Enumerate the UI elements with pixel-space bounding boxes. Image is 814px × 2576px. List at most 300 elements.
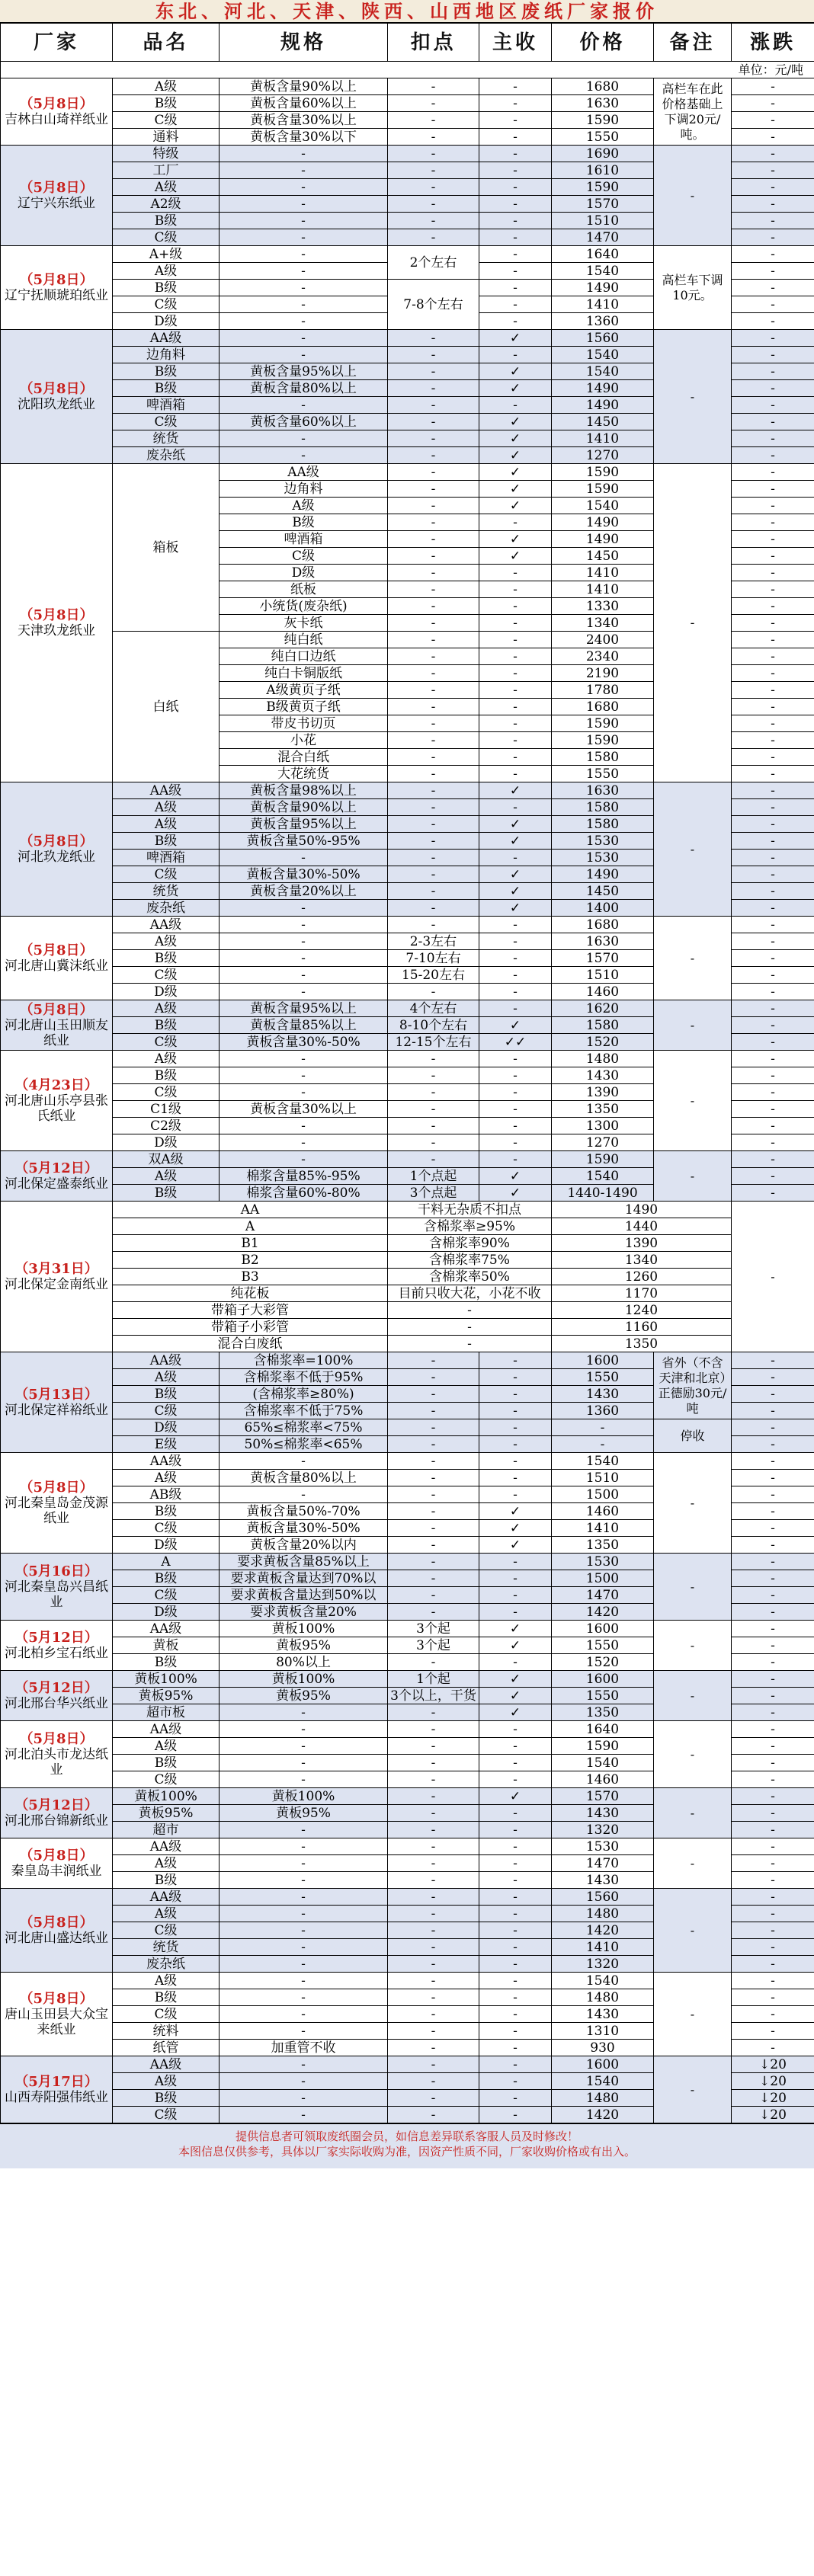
deduction-cell: - bbox=[388, 1470, 479, 1486]
change-cell: - bbox=[732, 1922, 814, 1939]
deduction-cell: 7-8个左右 bbox=[388, 280, 479, 330]
table-row bbox=[1, 1285, 814, 1302]
remark-cell: 停收 bbox=[654, 1419, 732, 1453]
intake-cell: - bbox=[479, 1872, 552, 1889]
intake-cell: - bbox=[479, 514, 552, 531]
spec-cell: 黄板含量50%-95% bbox=[220, 833, 388, 850]
price-cell: 1340 bbox=[552, 615, 654, 632]
price-cell: 2190 bbox=[552, 665, 654, 682]
change-cell: - bbox=[732, 330, 814, 347]
price-cell: 1350 bbox=[552, 1704, 654, 1721]
intake-cell: ✓ bbox=[479, 866, 552, 883]
intake-cell: ✓ bbox=[479, 816, 552, 833]
change-cell: - bbox=[732, 1369, 814, 1386]
product-cell: 统料 bbox=[113, 2023, 220, 2040]
deduction-cell: - bbox=[388, 1822, 479, 1838]
factory-cell bbox=[1, 1453, 113, 1554]
change-cell: - bbox=[732, 665, 814, 682]
price-cell: 1160 bbox=[552, 1319, 732, 1336]
change-cell: - bbox=[732, 1738, 814, 1755]
spec-cell: 黄板含量95%以上 bbox=[220, 363, 388, 380]
unit-label: 单位：元/吨 bbox=[1, 62, 814, 78]
remark-cell: - bbox=[654, 2056, 732, 2123]
price-cell: 1480 bbox=[552, 1989, 654, 2006]
price-cell: 1350 bbox=[552, 1537, 654, 1554]
category-cell: 箱板 bbox=[113, 464, 220, 632]
product-cell: B级 bbox=[113, 1654, 220, 1671]
factory-date: （4月23日） bbox=[14, 1077, 98, 1093]
remark-cell: - bbox=[654, 1788, 732, 1838]
intake-cell: - bbox=[479, 1000, 552, 1017]
spec-cell: D级 bbox=[220, 565, 388, 581]
intake-cell: ✓ bbox=[479, 833, 552, 850]
deduction-cell: 7-10左右 bbox=[388, 950, 479, 967]
factory-date: （5月8日） bbox=[19, 833, 94, 850]
price-cell: 1390 bbox=[552, 1084, 654, 1101]
table-row bbox=[1, 1151, 814, 1168]
price-cell: 1640 bbox=[552, 1721, 654, 1738]
deduction-cell: 1个点起 bbox=[388, 1168, 479, 1185]
product-cell: E级 bbox=[113, 1436, 220, 1453]
factory-name: 山西寿阳强伟纸业 bbox=[5, 2089, 108, 2105]
factory-name: 河北唐山冀沫纸业 bbox=[5, 958, 108, 974]
product-cell: B级 bbox=[113, 363, 220, 380]
table-row bbox=[1, 1269, 814, 1285]
factory-name: 河北邢台锦新纸业 bbox=[5, 1813, 108, 1829]
spec-cell: 黄板100% bbox=[220, 1788, 388, 1805]
spec-cell: 黄板含量30%-50% bbox=[220, 1034, 388, 1051]
col-header-product: 品名 bbox=[113, 24, 220, 62]
deduction-cell: - bbox=[388, 1134, 479, 1151]
deduction-cell: - bbox=[388, 1403, 479, 1419]
spec-cell: 黄板含量20%以内 bbox=[220, 1537, 388, 1554]
price-cell: 1490 bbox=[552, 1202, 732, 1218]
intake-cell: ✓ bbox=[479, 1520, 552, 1537]
factory-cell bbox=[1, 1621, 113, 1671]
deduction-cell: - bbox=[388, 699, 479, 715]
deduction-cell: - bbox=[388, 1436, 479, 1453]
deduction-cell: - bbox=[388, 129, 479, 146]
price-cell: 1270 bbox=[552, 447, 654, 464]
change-cell: - bbox=[732, 933, 814, 950]
product-cell: B级 bbox=[113, 1989, 220, 2006]
product-cell: D级 bbox=[113, 1537, 220, 1554]
change-cell: - bbox=[732, 1755, 814, 1771]
spec-cell: - bbox=[220, 330, 388, 347]
product-cell: A级 bbox=[113, 1973, 220, 1989]
change-cell: - bbox=[732, 866, 814, 883]
spec-cell: - bbox=[220, 1067, 388, 1084]
change-cell: - bbox=[732, 648, 814, 665]
price-cell: 1480 bbox=[552, 1906, 654, 1922]
product-cell: AA级 bbox=[113, 1889, 220, 1906]
change-cell: - bbox=[732, 2006, 814, 2023]
intake-cell: - bbox=[479, 229, 552, 246]
deduction-cell: - bbox=[388, 1989, 479, 2006]
deduction-cell: - bbox=[388, 917, 479, 933]
deduction-cell: - bbox=[388, 414, 479, 430]
deduction-cell: 12-15个左右 bbox=[388, 1034, 479, 1051]
table-row bbox=[1, 1419, 814, 1436]
intake-cell: - bbox=[479, 1822, 552, 1838]
intake-cell: - bbox=[479, 1721, 552, 1738]
spec-cell: 大花统货 bbox=[220, 766, 388, 782]
product-cell: 特级 bbox=[113, 146, 220, 162]
spec-cell: 黄板含量30%-50% bbox=[220, 866, 388, 883]
intake-cell: - bbox=[479, 129, 552, 146]
deduction-cell: - bbox=[388, 78, 479, 95]
intake-cell: - bbox=[479, 2023, 552, 2040]
product-cell: C级 bbox=[113, 1922, 220, 1939]
intake-cell: ✓ bbox=[479, 1688, 552, 1704]
deduction-cell: - bbox=[388, 782, 479, 799]
spec-cell: - bbox=[220, 1118, 388, 1134]
factory-cell bbox=[1, 1352, 113, 1453]
change-cell: - bbox=[732, 95, 814, 112]
change-cell: - bbox=[732, 850, 814, 866]
intake-cell: ✓ bbox=[479, 900, 552, 917]
change-cell: - bbox=[732, 179, 814, 196]
price-cell: 1460 bbox=[552, 1771, 654, 1788]
product-cell: A级 bbox=[113, 816, 220, 833]
remark-cell: - bbox=[654, 1051, 732, 1151]
factory-date: （5月8日） bbox=[19, 942, 94, 958]
intake-cell: - bbox=[479, 1604, 552, 1621]
deduction-cell: - bbox=[388, 447, 479, 464]
spec-cell: - bbox=[220, 229, 388, 246]
factory-date: （5月12日） bbox=[14, 1160, 98, 1176]
price-cell: 1550 bbox=[552, 1688, 654, 1704]
intake-cell: - bbox=[479, 615, 552, 632]
spec-cell: 要求黄板含量85%以上 bbox=[220, 1554, 388, 1570]
deduction-cell: 15-20左右 bbox=[388, 967, 479, 984]
product-cell: 统货 bbox=[113, 883, 220, 900]
price-cell: 1540 bbox=[552, 1453, 654, 1470]
price-cell: 1600 bbox=[552, 1352, 654, 1369]
table-row bbox=[1, 782, 814, 799]
price-table-body bbox=[1, 78, 814, 2123]
deduction-cell: - bbox=[388, 648, 479, 665]
change-cell: - bbox=[732, 1034, 814, 1051]
change-cell: - bbox=[732, 112, 814, 129]
spec-cell: 目前只收大花，小花不收 bbox=[388, 1285, 552, 1302]
price-cell: - bbox=[552, 1436, 654, 1453]
spec-cell: - bbox=[220, 397, 388, 414]
intake-cell: ✓ bbox=[479, 1788, 552, 1805]
deduction-cell: - bbox=[388, 866, 479, 883]
deduction-cell: - bbox=[388, 1520, 479, 1537]
price-cell: 1460 bbox=[552, 984, 654, 1000]
price-cell: 1490 bbox=[552, 280, 654, 296]
intake-cell: - bbox=[479, 1436, 552, 1453]
price-cell: 1610 bbox=[552, 162, 654, 179]
spec-cell: 黄板95% bbox=[220, 1805, 388, 1822]
product-cell: C级 bbox=[113, 1403, 220, 1419]
product-cell: B2 bbox=[113, 1252, 388, 1269]
price-cell: 1620 bbox=[552, 1000, 654, 1017]
deduction-cell: - bbox=[388, 632, 479, 648]
price-cell: - bbox=[552, 1419, 654, 1436]
spec-cell: - bbox=[220, 1872, 388, 1889]
product-cell: D级 bbox=[113, 1419, 220, 1436]
remark-cell: - bbox=[654, 330, 732, 464]
price-cell: 1410 bbox=[552, 565, 654, 581]
product-cell: C级 bbox=[113, 229, 220, 246]
footer-line-2: 本图信息仅供参考，具体以厂家实际收购为准，因资产性质不同，厂家收购价格或有出入。 bbox=[178, 2145, 636, 2158]
product-cell: A级 bbox=[113, 1369, 220, 1386]
deduction-cell: - bbox=[388, 1051, 479, 1067]
change-cell: - bbox=[732, 498, 814, 514]
spec-cell: 要求黄板含量达到50%以 bbox=[220, 1587, 388, 1604]
spec-cell: - bbox=[220, 447, 388, 464]
deduction-cell: - bbox=[388, 749, 479, 766]
change-cell: - bbox=[732, 296, 814, 313]
factory-cell bbox=[1, 1889, 113, 1973]
price-cell: 1500 bbox=[552, 1486, 654, 1503]
change-cell: - bbox=[732, 1000, 814, 1017]
spec-cell: 纸板 bbox=[220, 581, 388, 598]
spec-cell: - bbox=[220, 1939, 388, 1956]
deduction-cell: - bbox=[388, 1771, 479, 1788]
spec-cell: 棉浆含量85%-95% bbox=[220, 1168, 388, 1185]
deduction-cell: - bbox=[388, 1537, 479, 1554]
product-cell: C级 bbox=[113, 1520, 220, 1537]
product-cell: B级 bbox=[113, 380, 220, 397]
change-cell: - bbox=[732, 213, 814, 229]
table-row bbox=[1, 1051, 814, 1067]
spec-cell: C级 bbox=[220, 548, 388, 565]
price-cell: 1430 bbox=[552, 1386, 654, 1403]
spec-cell: 黄板含量30%以下 bbox=[220, 129, 388, 146]
spec-cell: A级 bbox=[220, 498, 388, 514]
deduction-cell: - bbox=[388, 2107, 479, 2123]
deduction-cell: - bbox=[388, 984, 479, 1000]
deduction-cell: - bbox=[388, 2090, 479, 2107]
price-cell: 1780 bbox=[552, 682, 654, 699]
intake-cell: - bbox=[479, 95, 552, 112]
price-cell: 1590 bbox=[552, 112, 654, 129]
price-cell: 1170 bbox=[552, 1285, 732, 1302]
spec-cell: 边角料 bbox=[220, 481, 388, 498]
spec-cell: - bbox=[388, 1302, 552, 1319]
remark-cell: - bbox=[654, 1151, 732, 1202]
price-cell: 1630 bbox=[552, 95, 654, 112]
price-cell: 1470 bbox=[552, 1855, 654, 1872]
product-cell: 废杂纸 bbox=[113, 447, 220, 464]
price-cell: 1420 bbox=[552, 1604, 654, 1621]
intake-cell: - bbox=[479, 347, 552, 363]
spec-cell: 含棉浆率不低于95% bbox=[220, 1369, 388, 1386]
price-cell: 1310 bbox=[552, 2023, 654, 2040]
change-cell: - bbox=[732, 1604, 814, 1621]
intake-cell: - bbox=[479, 1989, 552, 2006]
factory-name: 河北保定金南纸业 bbox=[5, 1276, 108, 1292]
change-cell: - bbox=[732, 263, 814, 280]
deduction-cell: - bbox=[388, 665, 479, 682]
factory-date: （5月13日） bbox=[14, 1386, 98, 1403]
table-row bbox=[1, 1671, 814, 1688]
spec-cell: - bbox=[220, 1738, 388, 1755]
change-cell: - bbox=[732, 1185, 814, 1202]
spec-cell: - bbox=[220, 967, 388, 984]
spec-cell: 黄板95% bbox=[220, 1688, 388, 1704]
product-cell: A+级 bbox=[113, 246, 220, 263]
price-cell: 1400 bbox=[552, 900, 654, 917]
spec-cell: 黄板含量30%以上 bbox=[220, 112, 388, 129]
spec-cell: - bbox=[220, 179, 388, 196]
spec-cell: - bbox=[220, 1151, 388, 1168]
intake-cell: - bbox=[479, 2040, 552, 2056]
factory-date: （5月8日） bbox=[19, 271, 94, 288]
intake-cell: - bbox=[479, 2090, 552, 2107]
product-cell: 黄板100% bbox=[113, 1671, 220, 1688]
intake-cell: - bbox=[479, 1922, 552, 1939]
deduction-cell: - bbox=[388, 2006, 479, 2023]
intake-cell: ✓ bbox=[479, 1537, 552, 1554]
table-row bbox=[1, 1302, 814, 1319]
price-cell: 1350 bbox=[552, 1101, 654, 1118]
product-cell: B3 bbox=[113, 1269, 388, 1285]
product-cell: B级 bbox=[113, 2090, 220, 2107]
price-cell: 1500 bbox=[552, 1570, 654, 1587]
spec-cell: - bbox=[220, 1721, 388, 1738]
remark-cell: - bbox=[654, 1554, 732, 1621]
factory-cell bbox=[1, 1000, 113, 1051]
change-cell: - bbox=[732, 1436, 814, 1453]
product-cell: 黄板100% bbox=[113, 1788, 220, 1805]
price-cell: 1480 bbox=[552, 1051, 654, 1067]
product-cell: A级 bbox=[113, 1906, 220, 1922]
intake-cell: ✓ bbox=[479, 883, 552, 900]
spec-cell: - bbox=[220, 2107, 388, 2123]
product-cell: B级 bbox=[113, 1067, 220, 1084]
deduction-cell: - bbox=[388, 1419, 479, 1436]
spec-cell: B级黄页子纸 bbox=[220, 699, 388, 715]
table-row bbox=[1, 1352, 814, 1369]
table-row bbox=[1, 1000, 814, 1017]
intake-cell: - bbox=[479, 1889, 552, 1906]
factory-cell bbox=[1, 1554, 113, 1621]
price-cell: 1590 bbox=[552, 481, 654, 498]
deduction-cell: - bbox=[388, 179, 479, 196]
factory-cell bbox=[1, 917, 113, 1000]
change-cell: - bbox=[732, 699, 814, 715]
product-cell: AA bbox=[113, 1202, 388, 1218]
deduction-cell: - bbox=[388, 715, 479, 732]
change-cell: - bbox=[732, 917, 814, 933]
deduction-cell: - bbox=[388, 531, 479, 548]
spec-cell: - bbox=[220, 196, 388, 213]
change-cell: - bbox=[732, 1704, 814, 1721]
factory-date: （5月12日） bbox=[14, 1629, 98, 1646]
deduction-cell: - bbox=[388, 1503, 479, 1520]
intake-cell: - bbox=[479, 1051, 552, 1067]
spec-cell: 带皮书切页 bbox=[220, 715, 388, 732]
change-cell: - bbox=[732, 347, 814, 363]
deduction-cell: - bbox=[388, 2073, 479, 2090]
product-cell: B级 bbox=[113, 1755, 220, 1771]
spec-cell: 要求黄板含量达到70%以 bbox=[220, 1570, 388, 1587]
factory-name: 河北保定盛泰纸业 bbox=[5, 1176, 108, 1192]
product-cell: 废杂纸 bbox=[113, 900, 220, 917]
spec-cell: - bbox=[220, 2073, 388, 2090]
product-cell: B级 bbox=[113, 1386, 220, 1403]
intake-cell: - bbox=[479, 213, 552, 229]
price-cell: 1540 bbox=[552, 263, 654, 280]
spec-cell: 黄板含量95%以上 bbox=[220, 1000, 388, 1017]
table-row bbox=[1, 330, 814, 347]
change-cell: - bbox=[732, 1822, 814, 1838]
price-cell: 1480 bbox=[552, 2090, 654, 2107]
intake-cell: - bbox=[479, 179, 552, 196]
price-cell: 1600 bbox=[552, 2056, 654, 2073]
spec-cell: - bbox=[220, 1922, 388, 1939]
intake-cell: - bbox=[479, 715, 552, 732]
deduction-cell: - bbox=[388, 146, 479, 162]
intake-cell: - bbox=[479, 1973, 552, 1989]
spec-cell: 黄板含量60%以上 bbox=[220, 95, 388, 112]
price-cell: 1450 bbox=[552, 883, 654, 900]
change-cell: - bbox=[732, 1554, 814, 1570]
deduction-cell: - bbox=[388, 162, 479, 179]
change-cell: - bbox=[732, 1134, 814, 1151]
deduction-cell: - bbox=[388, 2040, 479, 2056]
change-cell: - bbox=[732, 782, 814, 799]
spec-cell: - bbox=[220, 313, 388, 330]
col-header-deduction: 扣点 bbox=[388, 24, 479, 62]
table-row bbox=[1, 1453, 814, 1470]
change-cell: - bbox=[732, 598, 814, 615]
product-cell: B级 bbox=[113, 950, 220, 967]
intake-cell: - bbox=[479, 1855, 552, 1872]
table-row bbox=[1, 1621, 814, 1637]
deduction-cell: - bbox=[388, 1067, 479, 1084]
deduction-cell: - bbox=[388, 380, 479, 397]
intake-cell: - bbox=[479, 1906, 552, 1922]
deduction-cell: - bbox=[388, 1738, 479, 1755]
change-cell: - bbox=[732, 380, 814, 397]
table-row bbox=[1, 1218, 814, 1235]
factory-name: 吉林白山琦祥纸业 bbox=[5, 111, 108, 127]
remark-cell: - bbox=[654, 1838, 732, 1889]
deduction-cell: 2个左右 bbox=[388, 246, 479, 280]
price-cell: 1540 bbox=[552, 1168, 654, 1185]
spec-cell: - bbox=[220, 2090, 388, 2107]
category-cell: 白纸 bbox=[113, 632, 220, 782]
change-cell: - bbox=[732, 1621, 814, 1637]
spec-cell: - bbox=[220, 146, 388, 162]
deduction-cell: - bbox=[388, 330, 479, 347]
intake-cell: ✓✓ bbox=[479, 1034, 552, 1051]
factory-date: （5月12日） bbox=[14, 1679, 98, 1696]
intake-cell: - bbox=[479, 397, 552, 414]
price-cell: 1490 bbox=[552, 397, 654, 414]
factory-name: 唐山玉田县大众宝来纸业 bbox=[5, 2006, 108, 2037]
change-cell: - bbox=[732, 799, 814, 816]
deduction-cell: - bbox=[388, 883, 479, 900]
price-cell: 1460 bbox=[552, 1503, 654, 1520]
spec-cell: - bbox=[220, 430, 388, 447]
price-cell: 1490 bbox=[552, 380, 654, 397]
product-cell: A级 bbox=[113, 933, 220, 950]
change-cell: - bbox=[732, 715, 814, 732]
deduction-cell: - bbox=[388, 1654, 479, 1671]
col-header-main-intake: 主收 bbox=[479, 24, 552, 62]
deduction-cell: - bbox=[388, 1755, 479, 1771]
price-cell: 1450 bbox=[552, 414, 654, 430]
intake-cell: - bbox=[479, 313, 552, 330]
price-cell: 1690 bbox=[552, 146, 654, 162]
